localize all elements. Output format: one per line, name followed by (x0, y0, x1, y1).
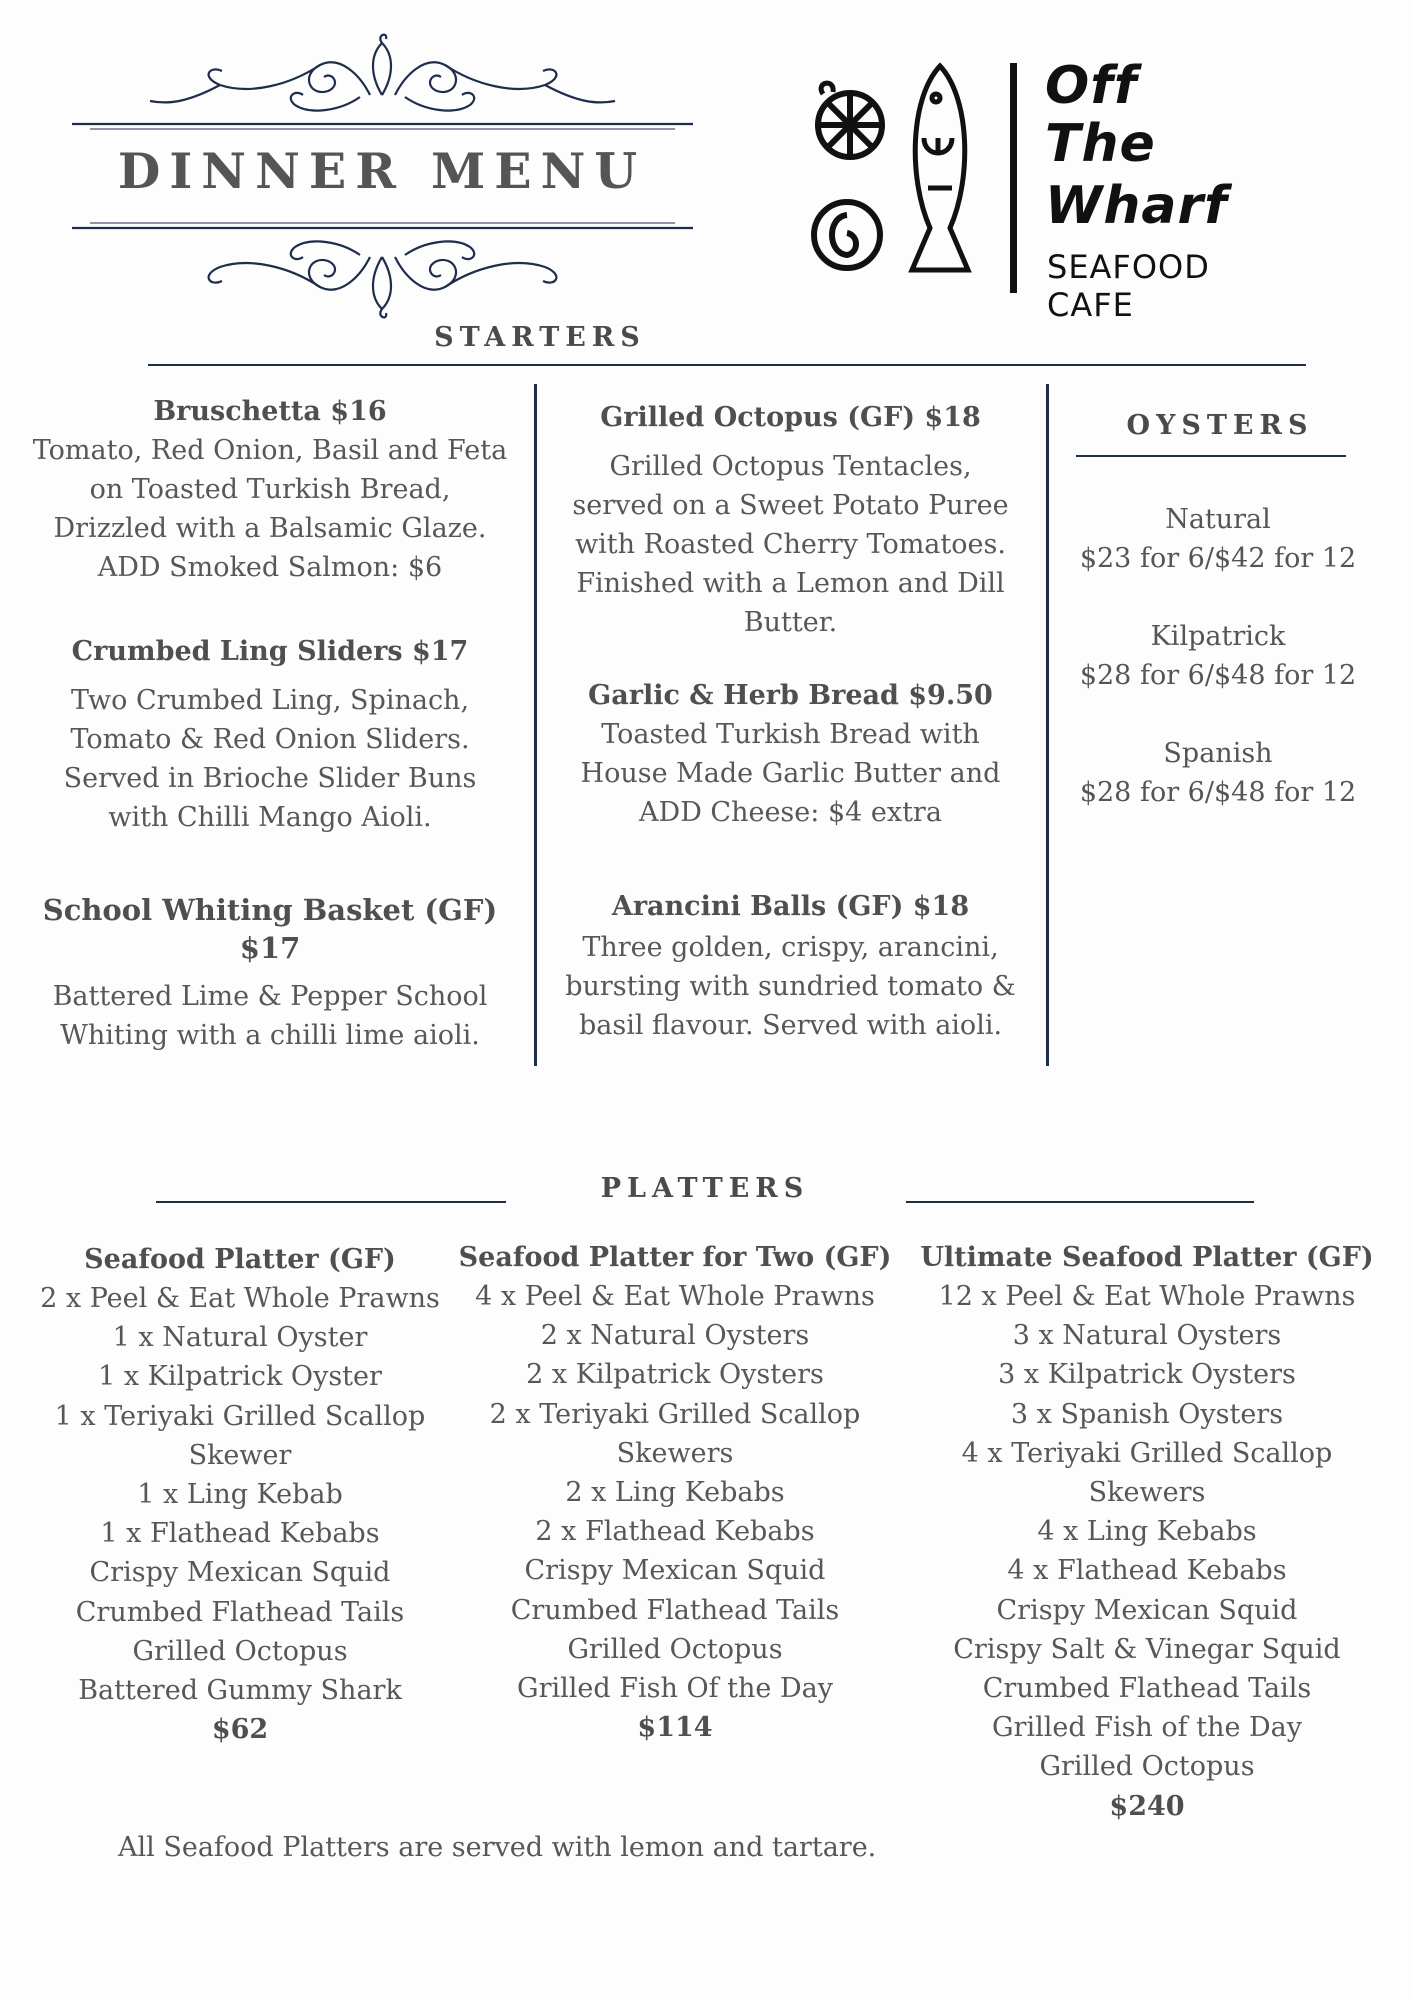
shell-icon (807, 193, 887, 278)
desc-line: with Roasted Cherry Tomatoes. (575, 529, 1006, 560)
platters-note: All Seafood Platters are served with lemon and tartare. (118, 1832, 877, 1863)
fish-icon (900, 58, 980, 278)
desc-line: Drizzled with a Balsamic Glaze. (53, 513, 487, 544)
logo-subtitle: SEAFOOD CAFE (1047, 248, 1210, 324)
dish-description (20, 431, 520, 587)
platters-rule-right (906, 1201, 1254, 1203)
desc-line: Butter. (743, 607, 838, 638)
platter-line: 4 x Ling Kebabs (1037, 1516, 1257, 1548)
dish-description (548, 447, 1033, 642)
platter-line: 1 x Kilpatrick Oyster (98, 1361, 382, 1393)
platter-price: $240 (1109, 1790, 1185, 1822)
platter-line: Grilled Octopus (132, 1635, 348, 1667)
desc-line: House Made Garlic Butter and (580, 758, 1001, 789)
cafe-logo (805, 56, 1265, 324)
oyster-price: $23 for 6/$42 for 12 (1079, 543, 1357, 574)
dish-name: Bruschetta $16 (153, 396, 387, 427)
platter-line: 3 x Natural Oysters (1012, 1320, 1282, 1352)
oysters-rule (1076, 455, 1346, 457)
logo-divider (1010, 63, 1017, 293)
platter-line: Grilled Fish Of the Day (517, 1673, 833, 1705)
platter-line: 3 x Spanish Oysters (1010, 1398, 1284, 1430)
platter-line: Crispy Mexican Squid (89, 1557, 391, 1589)
platter-line: 2 x Peel & Eat Whole Prawns (40, 1283, 440, 1314)
top-flourish-ornament (70, 25, 695, 135)
dish-name: Garlic & Herb Bread $9.50 (588, 680, 993, 711)
platter-line: Crumbed Flathead Tails (982, 1673, 1312, 1705)
lemon-slice-icon (805, 80, 895, 165)
starters-column-divider-2 (1046, 384, 1049, 1066)
desc-line: Finished with a Lemon and Dill (576, 568, 1005, 599)
platter-price: $62 (211, 1714, 269, 1746)
desc-line: ADD Smoked Salmon: $6 (97, 552, 443, 583)
dish-name: Grilled Octopus (GF) $18 (600, 402, 981, 433)
platter-item (20, 1241, 460, 1749)
desc-line: basil flavour. Served with aioli. (578, 1010, 1003, 1041)
platter-item (912, 1239, 1382, 1826)
oyster-price: $28 for 6/$48 for 12 (1079, 777, 1357, 808)
platter-line: 1 x Ling Kebab (137, 1479, 343, 1511)
platter-line: 3 x Kilpatrick Oysters (998, 1359, 1296, 1391)
platter-line: 2 x Flathead Kebabs (535, 1516, 815, 1548)
platters-heading: PLATTERS (600, 1173, 810, 1204)
desc-line: Three golden, crispy, arancini, (582, 932, 999, 963)
platter-line: 1 x Natural Oyster (112, 1322, 368, 1354)
desc-line: Tomato & Red Onion Sliders. (70, 724, 470, 755)
platter-line: 12 x Peel & Eat Whole Prawns (938, 1281, 1356, 1312)
starters-column-divider-1 (534, 384, 537, 1066)
dish-name: School Whiting Basket (GF) $17 (42, 893, 498, 965)
platter-line: Crumbed Flathead Tails (75, 1596, 405, 1628)
platter-line: Crispy Mexican Squid (996, 1594, 1298, 1626)
starter-item (10, 891, 530, 1055)
desc-line: bursting with sundried tomato & (565, 971, 1016, 1002)
desc-line: with Chilli Mango Aioli. (108, 802, 432, 833)
platters-rule-left (156, 1201, 506, 1203)
platter-line: 2 x Natural Oysters (540, 1320, 810, 1352)
desc-line: served on a Sweet Potato Puree (572, 490, 1009, 521)
desc-line: Whiting with a chilli lime aioli. (60, 1020, 480, 1051)
platter-line: 2 x Teriyaki Grilled Scallop (489, 1398, 861, 1430)
platter-price: $114 (637, 1712, 713, 1744)
platter-line: Skewer (188, 1439, 292, 1471)
platter-line: 4 x Teriyaki Grilled Scallop (961, 1437, 1333, 1469)
starters-rule (148, 364, 1306, 366)
desc-line: Toasted Turkish Bread with (601, 719, 980, 750)
dish-description (20, 681, 520, 837)
bottom-flourish-ornament (70, 222, 695, 327)
starter-item (548, 888, 1033, 1045)
oyster-item (1068, 734, 1368, 812)
platter-name: Seafood Platter (GF) (84, 1244, 396, 1275)
starter-item (20, 393, 520, 587)
starter-item (548, 399, 1033, 642)
desc-line: Grilled Octopus Tentacles, (609, 451, 972, 482)
platter-name: Ultimate Seafood Platter (GF) (920, 1242, 1374, 1273)
oyster-item (1068, 500, 1368, 578)
platter-line: Crispy Salt & Vinegar Squid (953, 1633, 1341, 1665)
dish-description (548, 928, 1033, 1045)
platter-line: Grilled Octopus (567, 1633, 783, 1665)
platter-line: 4 x Flathead Kebabs (1007, 1555, 1287, 1587)
platter-line: Skewers (1088, 1477, 1206, 1509)
page-title: DINNER MENU (117, 142, 647, 200)
logo-word-wharf: Wharf (1045, 176, 1228, 236)
dish-description (10, 977, 530, 1055)
dish-name: Arancini Balls (GF) $18 (611, 891, 970, 922)
platter-line: Skewers (616, 1437, 734, 1469)
platter-line: 1 x Teriyaki Grilled Scallop (54, 1400, 426, 1432)
oyster-name: Spanish (1163, 738, 1273, 769)
desc-line: Two Crumbed Ling, Spinach, (70, 685, 470, 716)
starter-item (548, 677, 1033, 832)
platter-line: 2 x Kilpatrick Oysters (526, 1359, 824, 1391)
desc-line: on Toasted Turkish Bread, (89, 474, 451, 505)
logo-word-off: Off (1045, 56, 1138, 116)
logo-word-the: The (1045, 114, 1156, 174)
platter-line: 4 x Peel & Eat Whole Prawns (475, 1281, 875, 1312)
platter-line: Crumbed Flathead Tails (510, 1594, 840, 1626)
desc-line: ADD Cheese: $4 extra (639, 797, 942, 828)
oyster-name: Natural (1165, 504, 1271, 535)
platter-line: 2 x Ling Kebabs (565, 1477, 785, 1509)
platter-line: 1 x Flathead Kebabs (100, 1518, 380, 1550)
platter-name: Seafood Platter for Two (GF) (458, 1242, 892, 1273)
desc-line: Served in Brioche Slider Buns (63, 763, 477, 794)
oyster-item (1068, 617, 1368, 695)
platter-line: Grilled Octopus (1039, 1751, 1255, 1783)
oyster-price: $28 for 6/$48 for 12 (1079, 660, 1357, 691)
starter-item (20, 633, 520, 837)
oysters-heading: OYSTERS (1126, 410, 1314, 441)
desc-line: Battered Lime & Pepper School (52, 981, 488, 1012)
platter-line: Grilled Fish of the Day (991, 1712, 1303, 1744)
desc-line: Tomato, Red Onion, Basil and Feta (32, 435, 508, 466)
oyster-name: Kilpatrick (1150, 621, 1286, 652)
dish-description (548, 715, 1033, 832)
platter-line: Crispy Mexican Squid (524, 1555, 826, 1587)
dish-name: Crumbed Ling Sliders $17 (71, 636, 469, 667)
starters-heading: STARTERS (434, 322, 646, 353)
platter-item (455, 1239, 895, 1747)
platter-line: Battered Gummy Shark (78, 1675, 402, 1707)
